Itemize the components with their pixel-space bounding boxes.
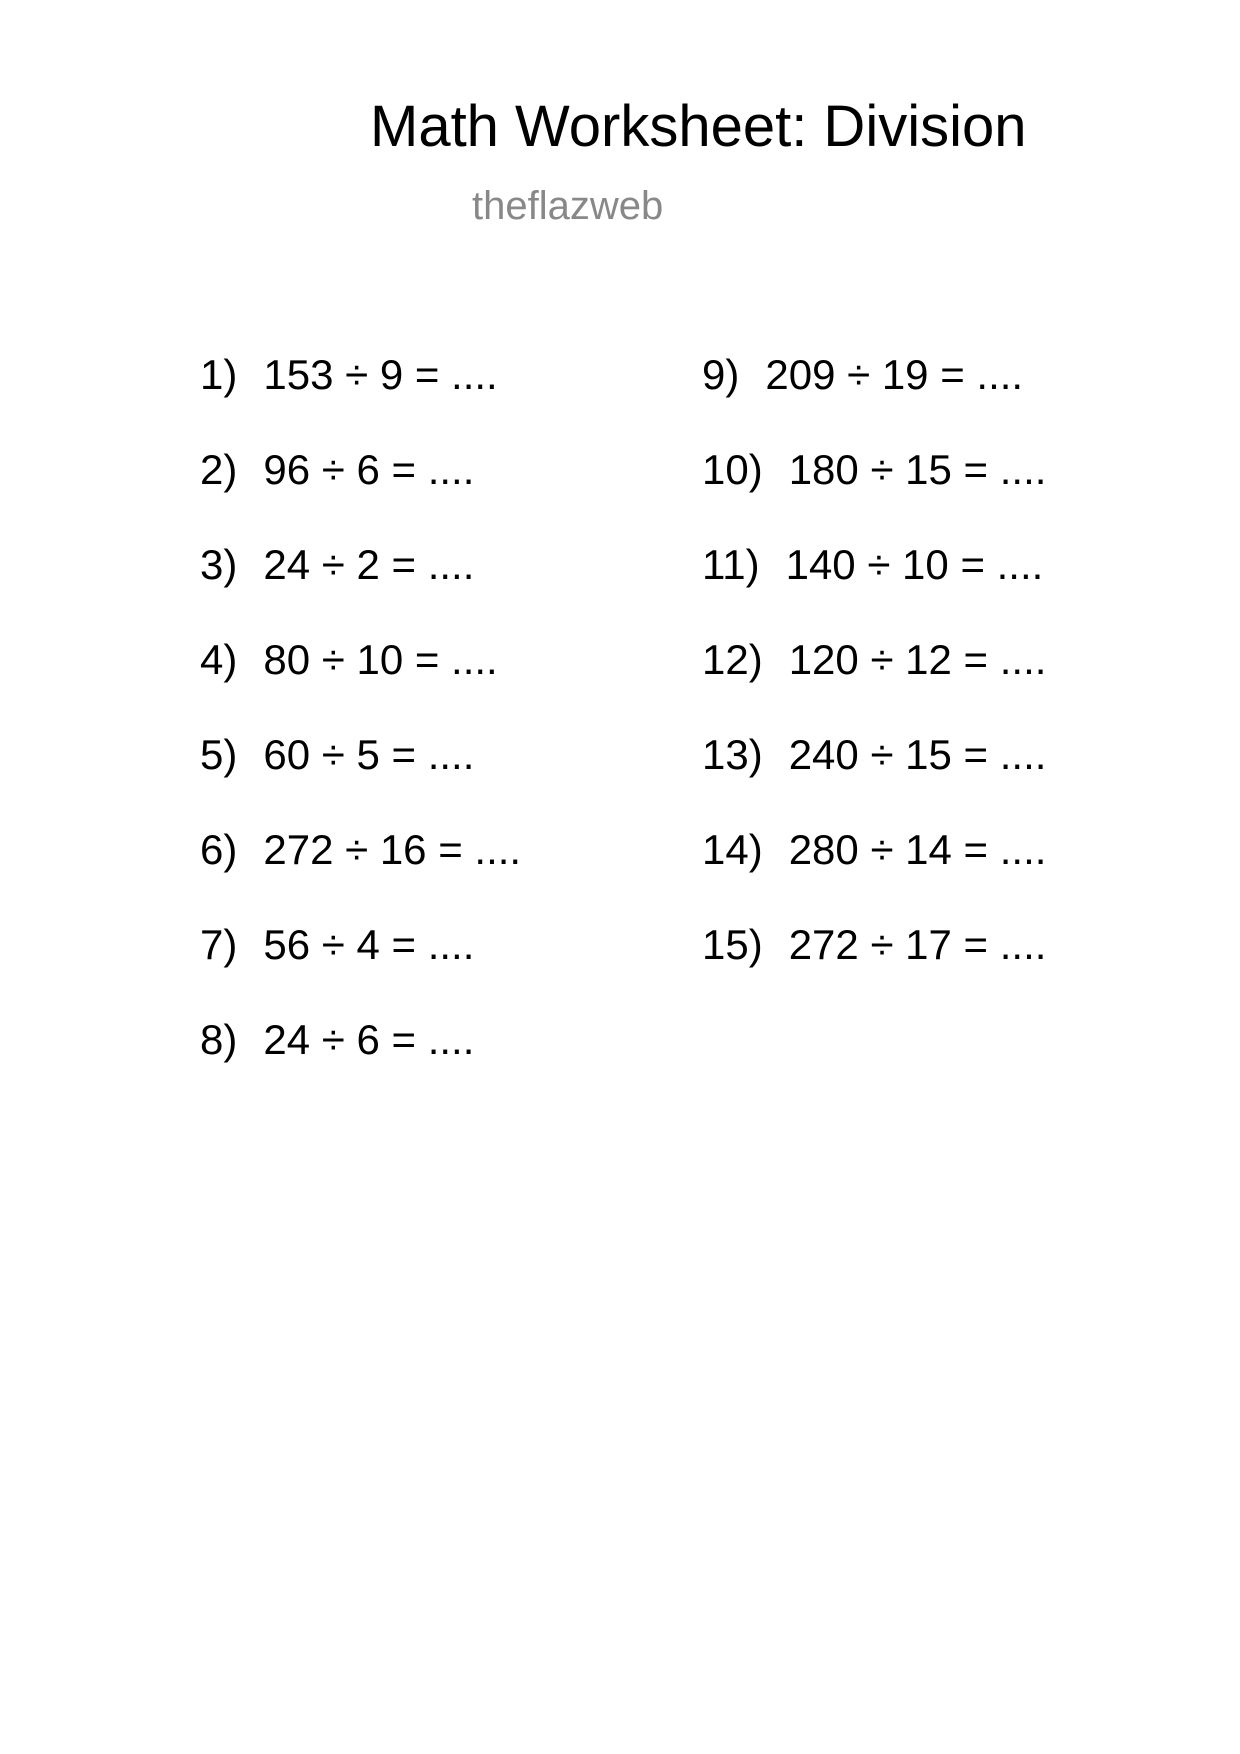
problem-number: 4) [200,636,238,683]
problem-number: 7) [200,921,238,968]
problem-number: 3) [200,541,238,588]
problem-7 [200,921,521,1019]
problem-11 [702,541,1046,639]
problem-number: 12) [702,636,763,683]
problem-4 [200,636,521,734]
problem-number: 1) [200,351,238,398]
problem-2 [200,446,521,544]
problem-number: 6) [200,826,238,873]
problem-10 [702,446,1047,544]
problem-15 [702,921,1047,1019]
problem-expression: 80 ÷ 10 = .... [263,636,498,683]
problem-expression: 56 ÷ 4 = .... [263,921,475,968]
problem-14 [702,826,1047,924]
problem-number: 9) [702,351,740,398]
problem-6 [200,826,522,924]
problem-expression: 60 ÷ 5 = .... [263,731,475,778]
problem-expression: 153 ÷ 9 = .... [263,351,498,398]
problem-9 [702,351,1046,449]
problem-1 [200,351,521,449]
problem-3 [200,541,521,639]
problem-expression: 24 ÷ 2 = .... [263,541,475,588]
problem-5 [200,731,521,829]
problem-expression: 96 ÷ 6 = .... [263,446,475,493]
problem-number: 8) [200,1016,238,1063]
problem-number: 2) [200,446,238,493]
problem-8 [200,1016,521,1114]
problem-expression: 180 ÷ 15 = .... [788,446,1047,493]
problems-right-column [702,351,1047,1019]
problem-expression: 280 ÷ 14 = .... [788,826,1047,873]
problem-number: 10) [702,446,763,493]
problem-number: 11) [702,541,760,588]
problem-number: 14) [702,826,763,873]
problem-expression: 120 ÷ 12 = .... [788,636,1047,683]
problem-13 [702,731,1047,829]
problem-number: 5) [200,731,238,778]
problem-expression: 24 ÷ 6 = .... [263,1016,475,1063]
problem-expression: 272 ÷ 17 = .... [788,921,1047,968]
problem-expression: 140 ÷ 10 = .... [785,541,1044,588]
problem-number: 15) [702,921,763,968]
worksheet-title: Math Worksheet: Division [370,94,1027,159]
problem-expression: 240 ÷ 15 = .... [788,731,1047,778]
problem-expression: 272 ÷ 16 = .... [263,826,522,873]
problem-12 [702,636,1047,734]
problem-number: 13) [702,731,763,778]
problems-left-column [200,351,522,1114]
worksheet-subtitle: theflazweb [472,184,664,228]
problem-expression: 209 ÷ 19 = .... [765,351,1024,398]
